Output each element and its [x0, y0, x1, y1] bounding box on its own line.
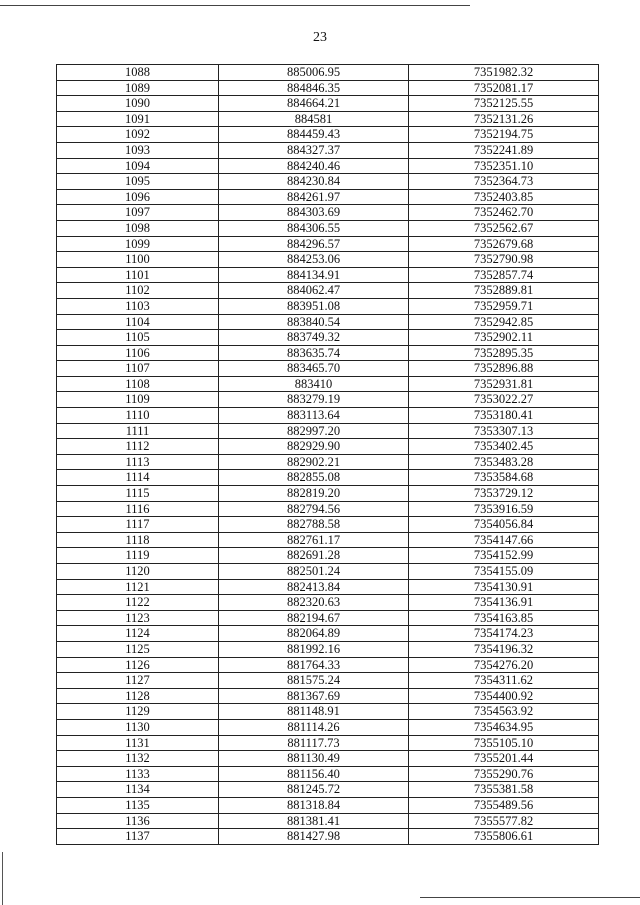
point-number-cell: 1116	[57, 501, 219, 517]
x-coordinate-cell: 881367.69	[219, 688, 409, 704]
table-row	[57, 813, 599, 829]
x-coordinate-cell: 881427.98	[219, 829, 409, 845]
x-coordinate-cell: 881156.40	[219, 766, 409, 782]
point-number-cell: 1129	[57, 704, 219, 720]
y-coordinate-cell: 7355201.44	[409, 751, 599, 767]
x-coordinate-cell: 881992.16	[219, 641, 409, 657]
table-row	[57, 158, 599, 174]
y-coordinate-cell: 7352403.85	[409, 189, 599, 205]
point-number-cell: 1132	[57, 751, 219, 767]
x-coordinate-cell: 884846.35	[219, 80, 409, 96]
x-coordinate-cell: 883279.19	[219, 392, 409, 408]
x-coordinate-cell: 881114.26	[219, 719, 409, 735]
point-number-cell: 1115	[57, 486, 219, 502]
point-number-cell: 1119	[57, 548, 219, 564]
point-number-cell: 1099	[57, 236, 219, 252]
x-coordinate-cell: 883951.08	[219, 298, 409, 314]
point-number-cell: 1107	[57, 361, 219, 377]
coordinates-table	[56, 64, 599, 845]
table-row	[57, 735, 599, 751]
point-number-cell: 1103	[57, 298, 219, 314]
table-row	[57, 673, 599, 689]
point-number-cell: 1092	[57, 127, 219, 143]
y-coordinate-cell: 7352194.75	[409, 127, 599, 143]
y-coordinate-cell: 7353729.12	[409, 486, 599, 502]
x-coordinate-cell: 884459.43	[219, 127, 409, 143]
top-rule	[0, 5, 470, 6]
x-coordinate-cell: 882501.24	[219, 564, 409, 580]
table-row	[57, 610, 599, 626]
table-row	[57, 486, 599, 502]
table-row	[57, 96, 599, 112]
x-coordinate-cell: 884664.21	[219, 96, 409, 112]
y-coordinate-cell: 7353916.59	[409, 501, 599, 517]
table-row	[57, 345, 599, 361]
x-coordinate-cell: 882064.89	[219, 626, 409, 642]
point-number-cell: 1091	[57, 111, 219, 127]
x-coordinate-cell: 881130.49	[219, 751, 409, 767]
point-number-cell: 1094	[57, 158, 219, 174]
x-coordinate-cell: 882819.20	[219, 486, 409, 502]
y-coordinate-cell: 7352241.89	[409, 142, 599, 158]
y-coordinate-cell: 7352931.81	[409, 376, 599, 392]
point-number-cell: 1110	[57, 408, 219, 424]
x-coordinate-cell: 881764.33	[219, 657, 409, 673]
y-coordinate-cell: 7353584.68	[409, 470, 599, 486]
point-number-cell: 1102	[57, 283, 219, 299]
point-number-cell: 1088	[57, 65, 219, 81]
x-coordinate-cell: 884303.69	[219, 205, 409, 221]
point-number-cell: 1118	[57, 532, 219, 548]
x-coordinate-cell: 884062.47	[219, 283, 409, 299]
y-coordinate-cell: 7354174.23	[409, 626, 599, 642]
y-coordinate-cell: 7354130.91	[409, 579, 599, 595]
point-number-cell: 1121	[57, 579, 219, 595]
point-number-cell: 1120	[57, 564, 219, 580]
table-row	[57, 704, 599, 720]
table-row	[57, 532, 599, 548]
point-number-cell: 1089	[57, 80, 219, 96]
table-row	[57, 829, 599, 845]
point-number-cell: 1122	[57, 595, 219, 611]
point-number-cell: 1137	[57, 829, 219, 845]
y-coordinate-cell: 7352131.26	[409, 111, 599, 127]
x-coordinate-cell: 884306.55	[219, 220, 409, 236]
table-row	[57, 579, 599, 595]
x-coordinate-cell: 884581	[219, 111, 409, 127]
y-coordinate-cell: 7352364.73	[409, 174, 599, 190]
y-coordinate-cell: 7352679.68	[409, 236, 599, 252]
table-row	[57, 314, 599, 330]
coordinates-table-body	[57, 65, 599, 845]
y-coordinate-cell: 7353307.13	[409, 423, 599, 439]
point-number-cell: 1136	[57, 813, 219, 829]
point-number-cell: 1095	[57, 174, 219, 190]
point-number-cell: 1093	[57, 142, 219, 158]
table-row	[57, 220, 599, 236]
table-row	[57, 641, 599, 657]
y-coordinate-cell: 7354147.66	[409, 532, 599, 548]
y-coordinate-cell: 7355290.76	[409, 766, 599, 782]
table-row	[57, 626, 599, 642]
x-coordinate-cell: 884230.84	[219, 174, 409, 190]
point-number-cell: 1101	[57, 267, 219, 283]
point-number-cell: 1125	[57, 641, 219, 657]
table-row	[57, 408, 599, 424]
y-coordinate-cell: 7354136.91	[409, 595, 599, 611]
point-number-cell: 1117	[57, 517, 219, 533]
table-row	[57, 205, 599, 221]
table-row	[57, 657, 599, 673]
table-row	[57, 142, 599, 158]
table-row	[57, 392, 599, 408]
y-coordinate-cell: 7355806.61	[409, 829, 599, 845]
point-number-cell: 1130	[57, 719, 219, 735]
x-coordinate-cell: 883635.74	[219, 345, 409, 361]
table-row	[57, 423, 599, 439]
y-coordinate-cell: 7354634.95	[409, 719, 599, 735]
x-coordinate-cell: 882413.84	[219, 579, 409, 595]
table-row	[57, 719, 599, 735]
x-coordinate-cell: 881381.41	[219, 813, 409, 829]
point-number-cell: 1090	[57, 96, 219, 112]
y-coordinate-cell: 7352959.71	[409, 298, 599, 314]
x-coordinate-cell: 882929.90	[219, 439, 409, 455]
x-coordinate-cell: 884261.97	[219, 189, 409, 205]
x-coordinate-cell: 884327.37	[219, 142, 409, 158]
point-number-cell: 1108	[57, 376, 219, 392]
y-coordinate-cell: 7354311.62	[409, 673, 599, 689]
y-coordinate-cell: 7352125.55	[409, 96, 599, 112]
point-number-cell: 1100	[57, 252, 219, 268]
x-coordinate-cell: 881117.73	[219, 735, 409, 751]
table-row	[57, 517, 599, 533]
y-coordinate-cell: 7353483.28	[409, 454, 599, 470]
x-coordinate-cell: 881148.91	[219, 704, 409, 720]
x-coordinate-cell: 884240.46	[219, 158, 409, 174]
x-coordinate-cell: 882320.63	[219, 595, 409, 611]
point-number-cell: 1096	[57, 189, 219, 205]
x-coordinate-cell: 881318.84	[219, 797, 409, 813]
point-number-cell: 1111	[57, 423, 219, 439]
x-coordinate-cell: 882997.20	[219, 423, 409, 439]
point-number-cell: 1128	[57, 688, 219, 704]
bottom-rule	[420, 897, 640, 898]
table-row	[57, 797, 599, 813]
y-coordinate-cell: 7352889.81	[409, 283, 599, 299]
y-coordinate-cell: 7352462.70	[409, 205, 599, 221]
point-number-cell: 1106	[57, 345, 219, 361]
table-row	[57, 330, 599, 346]
table-row	[57, 80, 599, 96]
point-number-cell: 1135	[57, 797, 219, 813]
x-coordinate-cell: 882902.21	[219, 454, 409, 470]
x-coordinate-cell: 884253.06	[219, 252, 409, 268]
y-coordinate-cell: 7353402.45	[409, 439, 599, 455]
y-coordinate-cell: 7352857.74	[409, 267, 599, 283]
table-row	[57, 267, 599, 283]
x-coordinate-cell: 885006.95	[219, 65, 409, 81]
x-coordinate-cell: 882194.67	[219, 610, 409, 626]
point-number-cell: 1112	[57, 439, 219, 455]
x-coordinate-cell: 883113.64	[219, 408, 409, 424]
x-coordinate-cell: 883840.54	[219, 314, 409, 330]
point-number-cell: 1109	[57, 392, 219, 408]
table-row	[57, 454, 599, 470]
point-number-cell: 1098	[57, 220, 219, 236]
table-row	[57, 564, 599, 580]
x-coordinate-cell: 882691.28	[219, 548, 409, 564]
y-coordinate-cell: 7354563.92	[409, 704, 599, 720]
y-coordinate-cell: 7355577.82	[409, 813, 599, 829]
y-coordinate-cell: 7352942.85	[409, 314, 599, 330]
y-coordinate-cell: 7354155.09	[409, 564, 599, 580]
point-number-cell: 1133	[57, 766, 219, 782]
table-row	[57, 236, 599, 252]
y-coordinate-cell: 7355489.56	[409, 797, 599, 813]
table-row	[57, 298, 599, 314]
table-row	[57, 361, 599, 377]
point-number-cell: 1127	[57, 673, 219, 689]
x-coordinate-cell: 882788.58	[219, 517, 409, 533]
table-row	[57, 595, 599, 611]
y-coordinate-cell: 7354276.20	[409, 657, 599, 673]
point-number-cell: 1113	[57, 454, 219, 470]
point-number-cell: 1126	[57, 657, 219, 673]
table-row	[57, 501, 599, 517]
y-coordinate-cell: 7351982.32	[409, 65, 599, 81]
table-row	[57, 127, 599, 143]
table-row	[57, 189, 599, 205]
y-coordinate-cell: 7354400.92	[409, 688, 599, 704]
point-number-cell: 1114	[57, 470, 219, 486]
y-coordinate-cell: 7354196.32	[409, 641, 599, 657]
y-coordinate-cell: 7352562.67	[409, 220, 599, 236]
y-coordinate-cell: 7353180.41	[409, 408, 599, 424]
table-row	[57, 252, 599, 268]
table-row	[57, 376, 599, 392]
x-coordinate-cell: 884134.91	[219, 267, 409, 283]
table-row	[57, 111, 599, 127]
left-edge-line	[2, 852, 3, 905]
y-coordinate-cell: 7352896.88	[409, 361, 599, 377]
table-row	[57, 751, 599, 767]
point-number-cell: 1134	[57, 782, 219, 798]
y-coordinate-cell: 7352790.98	[409, 252, 599, 268]
y-coordinate-cell: 7352351.10	[409, 158, 599, 174]
y-coordinate-cell: 7355381.58	[409, 782, 599, 798]
table-row	[57, 439, 599, 455]
x-coordinate-cell: 883410	[219, 376, 409, 392]
table-row	[57, 766, 599, 782]
table-row	[57, 283, 599, 299]
point-number-cell: 1097	[57, 205, 219, 221]
page-number: 23	[313, 30, 327, 45]
y-coordinate-cell: 7354152.99	[409, 548, 599, 564]
y-coordinate-cell: 7353022.27	[409, 392, 599, 408]
point-number-cell: 1104	[57, 314, 219, 330]
table-row	[57, 65, 599, 81]
x-coordinate-cell: 881575.24	[219, 673, 409, 689]
point-number-cell: 1105	[57, 330, 219, 346]
table-row	[57, 688, 599, 704]
table-row	[57, 470, 599, 486]
point-number-cell: 1131	[57, 735, 219, 751]
y-coordinate-cell: 7352902.11	[409, 330, 599, 346]
x-coordinate-cell: 884296.57	[219, 236, 409, 252]
y-coordinate-cell: 7354163.85	[409, 610, 599, 626]
point-number-cell: 1123	[57, 610, 219, 626]
x-coordinate-cell: 883749.32	[219, 330, 409, 346]
table-row	[57, 174, 599, 190]
x-coordinate-cell: 882855.08	[219, 470, 409, 486]
y-coordinate-cell: 7354056.84	[409, 517, 599, 533]
x-coordinate-cell: 882794.56	[219, 501, 409, 517]
y-coordinate-cell: 7352895.35	[409, 345, 599, 361]
point-number-cell: 1124	[57, 626, 219, 642]
y-coordinate-cell: 7355105.10	[409, 735, 599, 751]
y-coordinate-cell: 7352081.17	[409, 80, 599, 96]
x-coordinate-cell: 882761.17	[219, 532, 409, 548]
x-coordinate-cell: 883465.70	[219, 361, 409, 377]
x-coordinate-cell: 881245.72	[219, 782, 409, 798]
table-row	[57, 782, 599, 798]
table-row	[57, 548, 599, 564]
